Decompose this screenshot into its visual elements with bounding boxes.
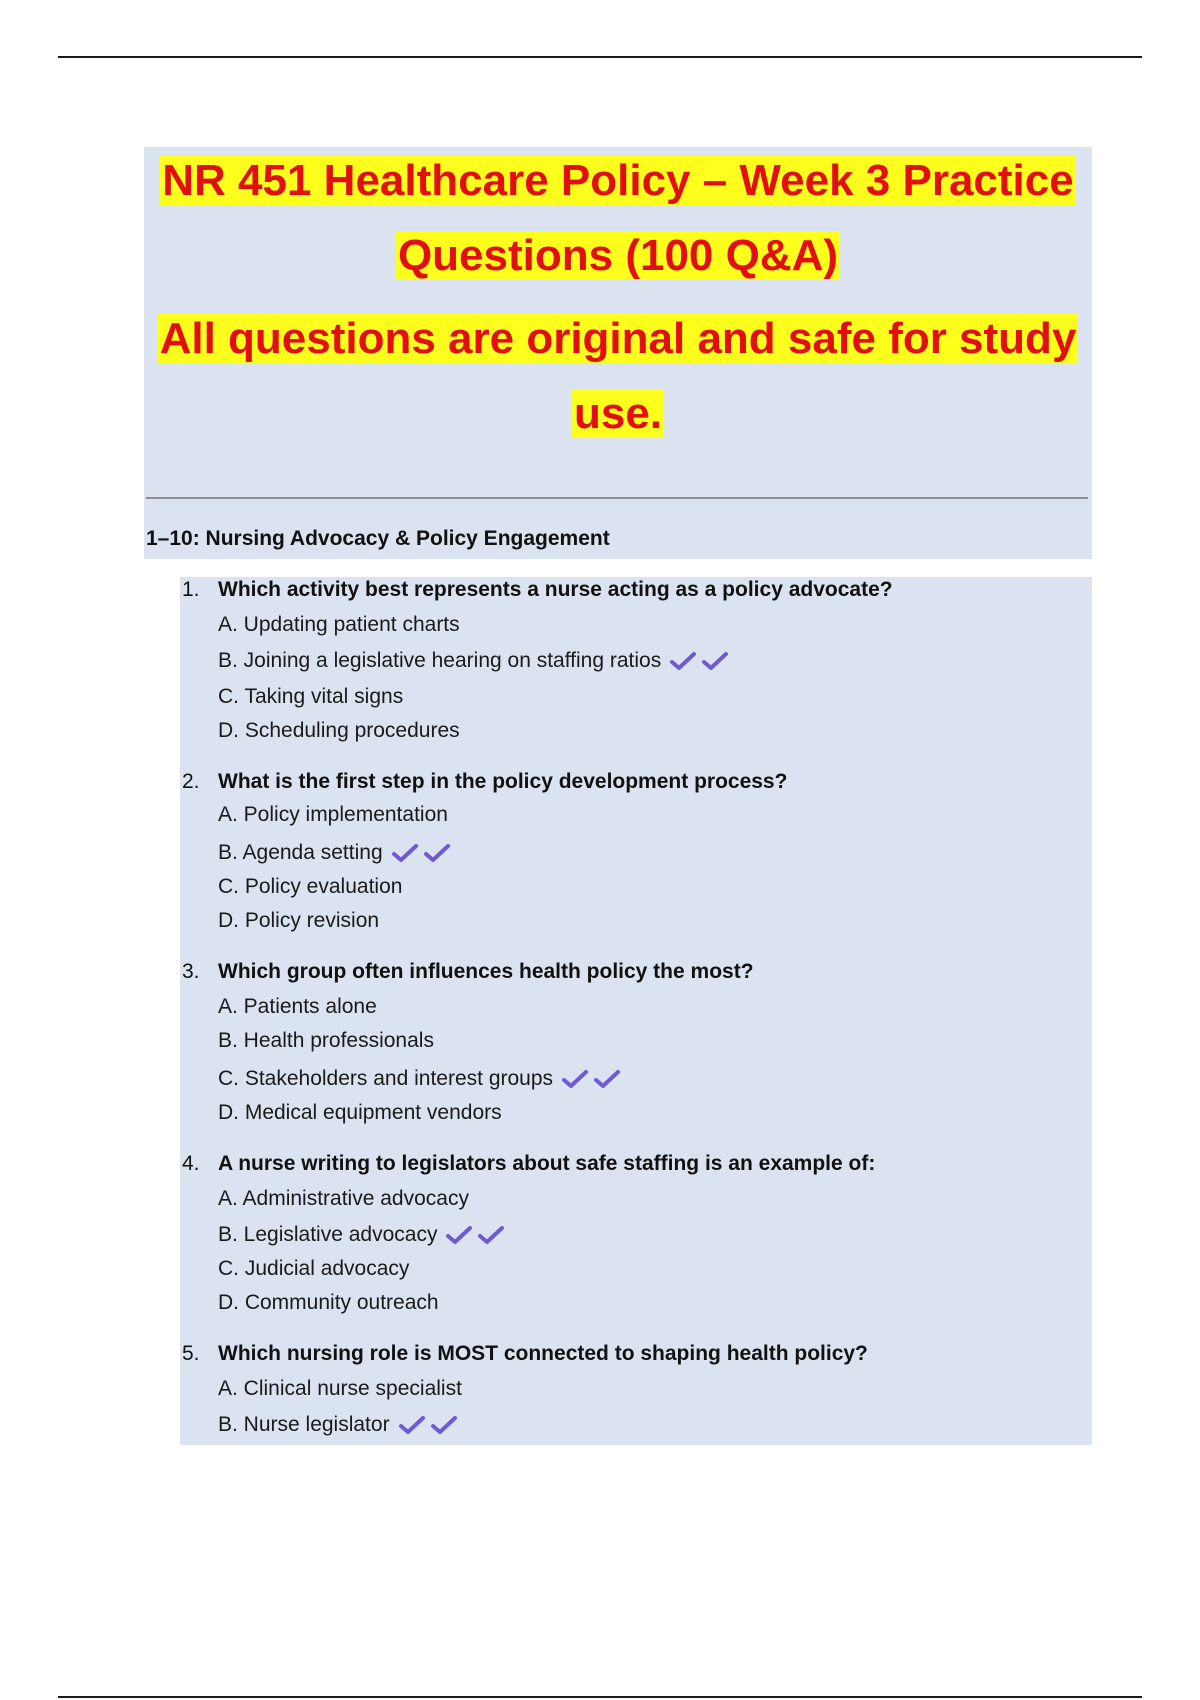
document-title-line-2: Questions (100 Q&A) (397, 231, 839, 280)
question-3-option-a (218, 991, 377, 1023)
correct-answer-marks (445, 1224, 505, 1246)
option-label: A. Clinical nurse specialist (218, 1377, 462, 1400)
question-4-option-b (218, 1219, 505, 1251)
option-label: A. Policy implementation (218, 803, 448, 826)
question-1-option-c (218, 681, 403, 713)
option-label: B. Agenda setting (218, 841, 383, 864)
check-icon (423, 842, 451, 864)
option-label: B. Health professionals (218, 1029, 434, 1052)
check-icon (593, 1068, 621, 1090)
option-label: A. Administrative advocacy (218, 1187, 469, 1210)
question-1-option-b (218, 645, 729, 677)
question-5-text: Which nursing role is MOST connected to shaping health policy? (218, 1342, 868, 1365)
option-label: B. Legislative advocacy (218, 1223, 438, 1246)
question-1-text: Which activity best represents a nurse acting as a policy advocate? (218, 578, 893, 601)
check-icon (398, 1414, 426, 1436)
option-label: C. Judicial advocacy (218, 1257, 410, 1280)
question-3-option-c (218, 1063, 621, 1095)
option-label: C. Taking vital signs (218, 685, 404, 708)
option-label: A. Patients alone (218, 995, 377, 1018)
question-4-number: 4. (182, 1152, 200, 1175)
question-1-number: 1. (182, 578, 200, 601)
question-3-option-d (218, 1097, 502, 1129)
top-rule (58, 56, 1142, 58)
question-2-option-d (218, 905, 379, 937)
correct-answer-marks (398, 1414, 458, 1436)
question-2-option-a (218, 799, 448, 831)
correct-answer-marks (561, 1068, 621, 1090)
question-5-number: 5. (182, 1342, 200, 1365)
correct-answer-marks (391, 842, 451, 864)
question-4-option-c (218, 1253, 409, 1285)
question-5-option-a (218, 1373, 462, 1405)
question-3-option-b (218, 1025, 434, 1057)
check-icon (445, 1224, 473, 1246)
check-icon (701, 650, 729, 672)
question-4-option-a (218, 1183, 469, 1215)
check-icon (669, 650, 697, 672)
document-subtitle-line-1: All questions are original and safe for study (159, 314, 1077, 363)
question-1-option-a (218, 609, 460, 641)
correct-answer-marks (669, 650, 729, 672)
question-3-text: Which group often influences health policy the most? (218, 960, 754, 983)
option-label: D. Medical equipment vendors (218, 1101, 502, 1124)
option-label: B. Joining a legislative hearing on staffing ratios (218, 649, 662, 672)
question-2-text: What is the first step in the policy development process? (218, 770, 788, 793)
question-2-option-b (218, 837, 451, 869)
option-label: D. Community outreach (218, 1291, 439, 1314)
section-divider (146, 497, 1088, 499)
option-label: C. Stakeholders and interest groups (218, 1067, 554, 1090)
option-label: D. Scheduling procedures (218, 719, 460, 742)
option-label: C. Policy evaluation (218, 875, 403, 898)
bottom-rule (58, 1696, 1142, 1698)
check-icon (561, 1068, 589, 1090)
section-heading: 1–10: Nursing Advocacy & Policy Engagement (146, 527, 610, 550)
question-2-option-c (218, 871, 402, 903)
check-icon (391, 842, 419, 864)
question-1-option-d (218, 715, 460, 747)
check-icon (477, 1224, 505, 1246)
question-5-option-b (218, 1409, 458, 1441)
document-title-line-1: NR 451 Healthcare Policy – Week 3 Practice (162, 156, 1074, 205)
question-2-number: 2. (182, 770, 200, 793)
document-subtitle-line-2: use. (573, 389, 663, 438)
question-4-option-d (218, 1287, 439, 1319)
option-label: D. Policy revision (218, 909, 380, 932)
option-label: A. Updating patient charts (218, 613, 460, 636)
question-3-number: 3. (182, 960, 200, 983)
option-label: B. Nurse legislator (218, 1413, 390, 1436)
check-icon (430, 1414, 458, 1436)
question-4-text: A nurse writing to legislators about safe staffing is an example of: (218, 1152, 876, 1175)
